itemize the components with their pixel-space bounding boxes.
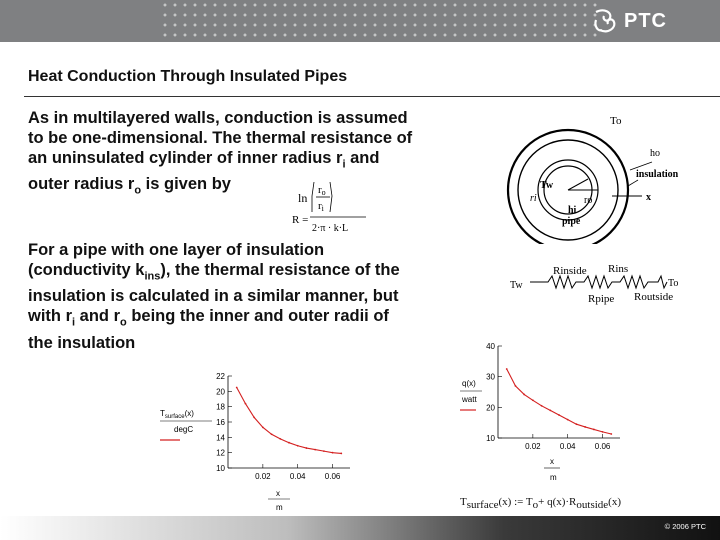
label-Tw: Tw <box>540 180 554 191</box>
chart1-ylabel-bottom: degC <box>174 425 194 434</box>
p2-line-4: with $r_i$ and $r_o$ being the inner and outer radii of <box>28 307 389 329</box>
x-tick-label: 0.04 <box>289 472 306 481</box>
y-tick-label: 22 <box>216 372 225 381</box>
label-Rpipe: Rpipe <box>588 293 615 305</box>
data-point <box>253 417 255 419</box>
header-dot-pattern <box>160 0 600 42</box>
data-point <box>593 429 595 431</box>
data-point <box>515 385 517 387</box>
p2-line-2: (conductivity $k_{ins}$), the thermal resistance of the <box>28 261 400 283</box>
label-Routside: Routside <box>634 291 674 303</box>
data-point <box>506 368 508 370</box>
data-point <box>523 394 525 396</box>
chart1-xlabel-bottom: m <box>276 503 283 512</box>
label-ho: ho <box>650 148 660 159</box>
footer-bar <box>0 516 720 540</box>
copyright: © 2006 PTC <box>664 522 706 531</box>
y-tick-label: 16 <box>216 418 225 427</box>
data-point <box>549 410 551 412</box>
data-point <box>532 399 534 401</box>
slide-title: Heat Conduction Through Insulated Pipes <box>28 68 348 85</box>
ptc-logo <box>592 8 702 34</box>
y-tick-label: 20 <box>216 387 225 397</box>
title-divider <box>24 96 720 97</box>
data-point <box>584 426 586 428</box>
data-point <box>610 433 612 435</box>
y-tick-label: 10 <box>216 464 225 473</box>
y-tick-label: 30 <box>486 372 495 382</box>
label-ri: ri <box>530 193 537 204</box>
data-point <box>306 447 308 449</box>
label-Rins: Rins <box>608 263 629 275</box>
data-point <box>245 403 247 405</box>
chart2-ylabel-bottom: watt <box>462 395 477 404</box>
data-point <box>271 433 273 435</box>
y-tick-label: 14 <box>216 433 225 443</box>
p1-line-4: outer radius $r_o$ is given by <box>28 175 231 197</box>
x-tick-label: 0.04 <box>559 442 576 451</box>
label-ro: ro <box>584 195 593 206</box>
x-tick-label: 0.06 <box>594 442 611 451</box>
data-point <box>279 438 281 440</box>
ptc-logo-icon <box>592 8 620 34</box>
formula-ro: ro <box>318 184 326 197</box>
data-point <box>567 419 569 421</box>
resistance-formula <box>292 176 372 234</box>
label-insulation: insulation <box>636 169 679 180</box>
chart1-xlabel-top: x <box>276 489 280 498</box>
data-point <box>602 431 604 433</box>
y-tick-label: 40 <box>486 342 495 351</box>
resistor-chain <box>530 276 667 288</box>
label-pipe: pipe <box>562 216 581 227</box>
chart2-xlabel-top: x <box>550 457 554 466</box>
formula-R: R = <box>292 214 309 226</box>
p2-line-3: insulation is calculated in a similar manner, but <box>28 287 399 306</box>
y-tick-label: 10 <box>486 434 495 443</box>
data-point <box>340 453 342 455</box>
data-point <box>576 423 578 425</box>
data-point <box>323 450 325 452</box>
y-tick-label: 18 <box>216 402 225 412</box>
p1-line-2: to be one-dimensional. The thermal resistance of <box>28 129 413 147</box>
y-tick-label: 12 <box>216 448 225 458</box>
y-tick-label: 20 <box>486 403 495 413</box>
x-tick-label: 0.02 <box>525 442 541 451</box>
paragraph-2 <box>28 240 488 353</box>
chart2-xlabel-bottom: m <box>550 473 557 482</box>
footer-gradient <box>0 516 720 540</box>
logo-text: PTC <box>624 10 667 32</box>
paragraph-1 <box>28 108 498 201</box>
label-hi: hi <box>568 205 577 216</box>
pipe-diagram <box>500 104 710 244</box>
chart1-ylabel-top: $T_{surface}(x)$ <box>160 409 194 420</box>
surface-temperature-equation: $T_{surface}(x)$ := $T_o+ q(x)\cdot R_{outside}(x)$ <box>460 496 621 512</box>
data-point <box>332 452 334 454</box>
label-To-network: To <box>668 278 679 289</box>
formula-ri: ri <box>318 200 324 213</box>
label-Rinside: Rinside <box>553 265 587 277</box>
resistance-network <box>508 258 714 308</box>
data-point <box>314 449 316 451</box>
x-tick-label: 0.02 <box>255 472 271 481</box>
p1-line-1: As in multilayered walls, conduction is assumed <box>28 109 408 127</box>
formula-ln: ln <box>298 191 308 205</box>
p2-line-1: For a pipe with one layer of insulation <box>28 241 325 259</box>
series-line <box>507 369 612 434</box>
header-bar <box>0 0 720 42</box>
x-tick-label: 0.06 <box>324 472 341 481</box>
data-point <box>288 442 290 444</box>
label-x: x <box>646 192 651 203</box>
p1-line-3: an uninsulated cylinder of inner radius $r_i$ and <box>28 149 380 171</box>
p2-line-5: the insulation <box>28 333 136 352</box>
tsurface-chart <box>154 368 360 518</box>
heat-flow-chart <box>454 338 630 488</box>
data-point <box>297 445 299 447</box>
data-point <box>541 405 543 407</box>
data-point <box>262 426 264 428</box>
label-Tw-network: Tw <box>510 280 523 291</box>
label-To: To <box>610 115 622 127</box>
formula-denominator: 2·π · k·L <box>312 223 349 234</box>
data-point <box>558 414 560 416</box>
data-point <box>236 387 238 389</box>
chart2-ylabel-top: q(x) <box>462 379 476 388</box>
